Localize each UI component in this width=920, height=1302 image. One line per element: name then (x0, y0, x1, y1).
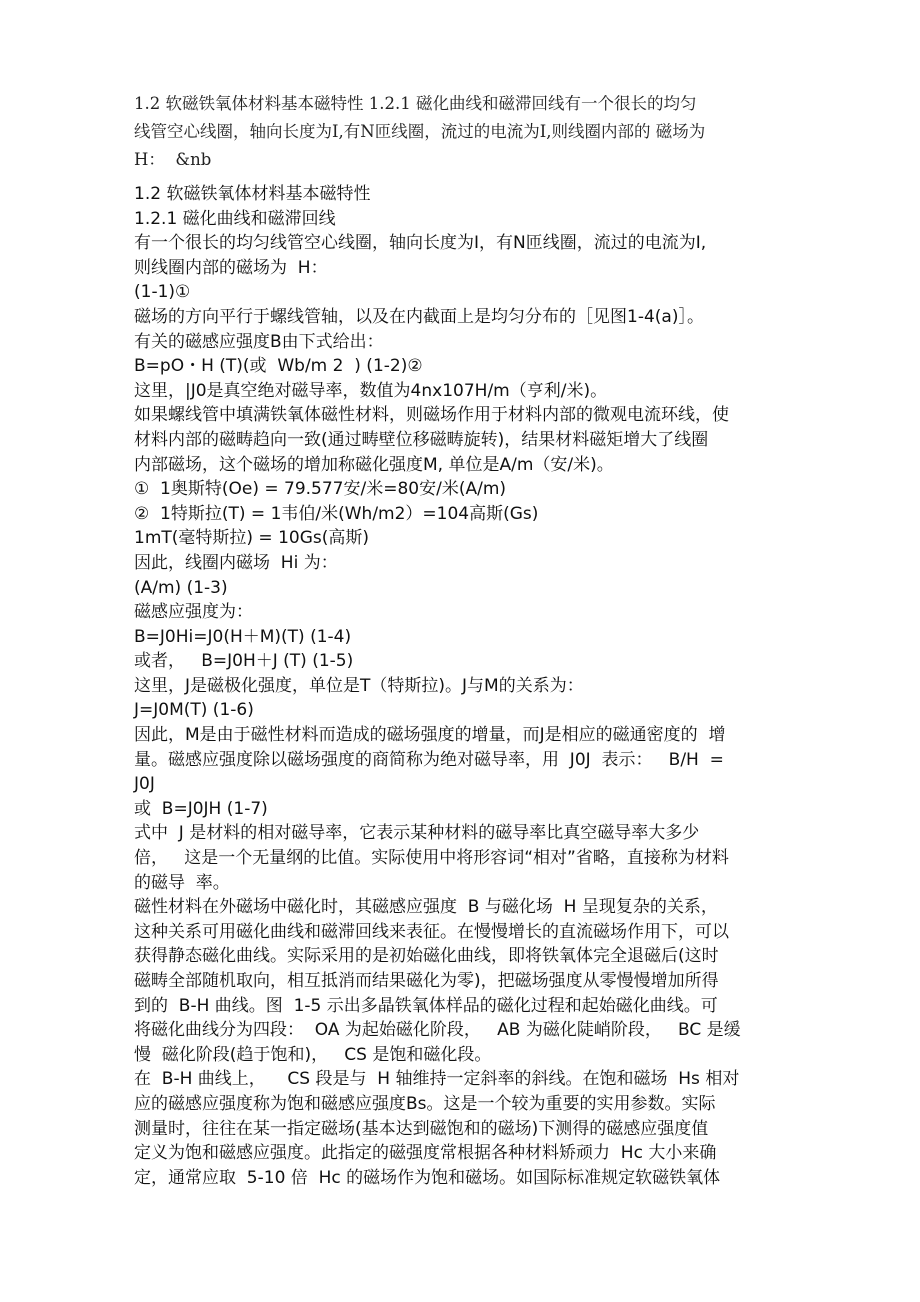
text-line: 因此，线圈内磁场 Hi 为： (134, 552, 338, 573)
text-line: 磁性材料在外磁场中磁化时，其磁感应强度 B 与磁化场 H 呈现复杂的关系， (134, 897, 718, 918)
text-line: 倍， 这是一个无量纲的比值。实际使用中将形容词“相对”省略，直接称为材料 (134, 848, 729, 869)
text-line: 获得静态磁化曲线。实际采用的是初始磁化曲线，即将铁氧体完全退磁后(这时 (134, 946, 719, 967)
text-line: 有一个很长的均匀线管空心线圈，轴向长度为I，有N匝线圈，流过的电流为I, (134, 233, 707, 254)
footnote-line: 1mT(毫特斯拉) = 10Gs(高斯) (134, 528, 370, 549)
text-line: 如果螺线管中填满铁氧体磁性材料，则磁场作用于材料内部的微观电流环线，使 (134, 405, 729, 426)
text-line: 则线圈内部的磁场为 H： (134, 257, 328, 278)
text-line: 定义为饱和磁感应强度。此指定的磁强度常根据各种材料矫顽力 Hc 大小来确 (134, 1143, 717, 1164)
text-line: 式中 J 是材料的相对磁导率，它表示某种材料的磁导率比真空磁导率大多少 (134, 823, 700, 844)
text-line: 因此，M是由于磁性材料而造成的磁场强度的增量，而J是相应的磁通密度的 增 (134, 725, 726, 746)
text-line: 这种关系可用磁化曲线和磁滞回线来表征。在慢慢增长的直流磁场作用下，可以 (134, 921, 729, 942)
text-line: 量。磁感应强度除以磁场强度的商简称为绝对磁导率，用 J0J 表示： B/H = (134, 749, 724, 770)
text-line: 到的 B-H 曲线。图 1-5 示出多晶铁氧体样品的磁化过程和起始磁化曲线。可 (134, 995, 718, 1016)
document-body (134, 182, 794, 1190)
text-line: J0J (134, 774, 155, 795)
text-line: 将磁化曲线分为四段： OA 为起始磁化阶段， AB 为磁化陡峭阶段， BC 是缓 (134, 1020, 741, 1041)
equation-line: B=J0Hi=J0(H＋M)(T) (1-4) (134, 626, 352, 647)
text-line: 慢 磁化阶段(趋于饱和)， CS 是饱和磁化段。 (134, 1044, 492, 1065)
text-line: 的磁导 率。 (134, 872, 230, 893)
text-line: 这里，|J0是真空绝对磁导率，数值为4nx107H/m（亨利/米)。 (134, 380, 608, 401)
summary-line: H： &nb (134, 150, 212, 169)
equation-line: (1-1)① (134, 282, 191, 303)
text-line: 磁感应强度为： (134, 602, 253, 623)
footnote-line: ① 1奥斯特(Oe) = 79.577安/米=80安/米(A/m) (134, 479, 507, 500)
text-line: 在 B-H 曲线上， CS 段是与 H 轴维持一定斜率的斜线。在饱和磁场 Hs 相对 (134, 1069, 740, 1090)
summary-line: 线管空心线圈，轴向长度为I,有N匝线圈，流过的电流为I,则线圈内部的 磁场为 (134, 122, 706, 141)
text-line: 磁畴全部随机取向，相互抵消而结果磁化为零)，把磁场强度从零慢慢增加所得 (134, 971, 719, 991)
text-line: 材料内部的磁畴趋向一致(通过畴壁位移磁畴旋转)，结果材料磁矩增大了线圈 (134, 429, 709, 450)
text-line: 有关的磁感应强度B由下式给出： (134, 331, 384, 352)
footnote-line: ② 1特斯拉(T) = 1韦伯/米(Wh/m2）=104高斯(Gs) (134, 503, 539, 524)
text-line: 定，通常应取 5-10 倍 Hc 的磁场作为饱和磁场。如国际标准规定软磁铁氧体 (134, 1167, 721, 1188)
equation-line: 或 B=J0JH (1-7) (134, 798, 268, 819)
text-line: 应的磁感应强度称为饱和磁感应强度Bs。这是一个较为重要的实用参数。实际 (134, 1093, 716, 1114)
equation-line: B=pO・H (T)(或 Wb/m 2 ) (1-2)② (134, 356, 423, 377)
section-heading: 1.2 软磁铁氧体材料基本磁特性 (134, 184, 371, 204)
summary-paragraph (134, 90, 794, 174)
text-line: 这里，J是磁极化强度，单位是T（特斯拉)。J与M的关系为： (134, 675, 584, 696)
text-line: 内部磁场，这个磁场的增加称磁化强度M, 单位是A/m（安/米)。 (134, 454, 614, 475)
subsection-heading: 1.2.1 磁化曲线和磁滞回线 (134, 208, 336, 229)
text-line: 磁场的方向平行于螺线管轴，以及在内截面上是均匀分布的［见图1-4(a)］。 (134, 306, 704, 327)
text-line: 测量时，往往在某一指定磁场(基本达到磁饱和的磁场)下测得的磁感应强度值 (134, 1118, 709, 1139)
equation-line: (A/m) (1-3) (134, 577, 228, 598)
equation-line: J=J0M(T) (1-6) (134, 700, 254, 721)
summary-line: 1.2 软磁铁氧体材料基本磁特性 1.2.1 磁化曲线和磁滞回线有一个很长的均匀 (134, 94, 697, 113)
equation-line: 或者， B=J0H＋J (T) (1-5) (134, 651, 354, 672)
